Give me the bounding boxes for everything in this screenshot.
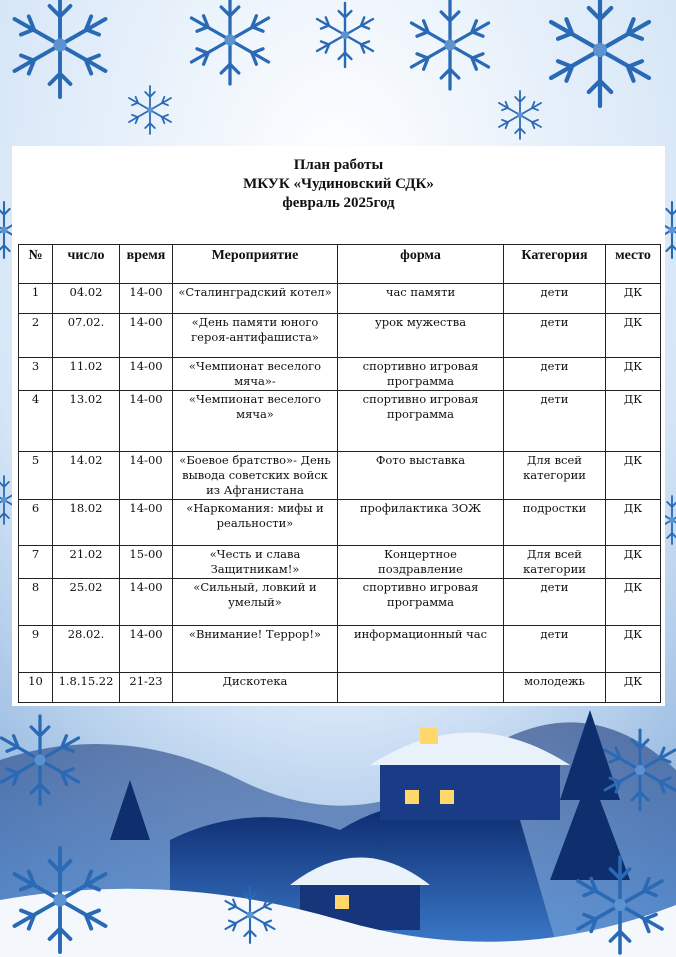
cell-form: спортивно игровая программа [338,358,504,391]
cell-form: Концертное поздравление [338,546,504,579]
cell-form [338,673,504,703]
cell-category: дети [504,284,606,314]
title-line-3: февраль 2025год [282,195,395,211]
cell-place: ДК [606,358,661,391]
cell-category: молодежь [504,673,606,703]
table-row [19,673,661,703]
cell-form: час памяти [338,284,504,314]
cell-date: 13.02 [53,391,120,452]
cell-category: Для всей категории [504,546,606,579]
table-row [19,284,661,314]
table-row [19,500,661,546]
cell-number: 1 [19,284,53,314]
table-row [19,358,661,391]
cell-number: 6 [19,500,53,546]
cell-time: 14-00 [120,452,173,500]
cell-date: 25.02 [53,579,120,626]
cell-place: ДК [606,284,661,314]
cell-time: 14-00 [120,284,173,314]
cell-form: спортивно игровая программа [338,391,504,452]
cell-time: 14-00 [120,626,173,673]
cell-place: ДК [606,673,661,703]
cell-category: дети [504,314,606,358]
cell-time: 14-00 [120,314,173,358]
cell-date: 21.02 [53,546,120,579]
cell-date: 14.02 [53,452,120,500]
cell-event: «Честь и слава Защитникам!» [173,546,338,579]
cell-date: 1.8.15.22 [53,673,120,703]
cell-form: урок мужества [338,314,504,358]
cell-category: Для всей категории [504,452,606,500]
cell-place: ДК [606,391,661,452]
cell-form: профилактика ЗОЖ [338,500,504,546]
table-row [19,314,661,358]
cell-place: ДК [606,314,661,358]
cell-place: ДК [606,626,661,673]
cell-time: 14-00 [120,391,173,452]
schedule-table [18,244,661,703]
column-header-form: форма [338,245,504,284]
cell-event: «Чемпионат веселого мяча»- [173,358,338,391]
cell-date: 11.02 [53,358,120,391]
cell-category: дети [504,358,606,391]
cell-category: дети [504,626,606,673]
page-title [12,156,665,213]
cell-number: 3 [19,358,53,391]
cell-time: 14-00 [120,579,173,626]
cell-form: информационный час [338,626,504,673]
title-line-2: МКУК «Чудиновский СДК» [243,176,434,192]
cell-category: дети [504,391,606,452]
cell-number: 9 [19,626,53,673]
column-header-number: № [19,245,53,284]
cell-event: «Сталинградский котел» [173,284,338,314]
cell-number: 2 [19,314,53,358]
column-header-place: место [606,245,661,284]
cell-place: ДК [606,500,661,546]
cell-number: 4 [19,391,53,452]
table-row [19,452,661,500]
table-row [19,579,661,626]
cell-event: «Чемпионат веселого мяча» [173,391,338,452]
cell-date: 07.02. [53,314,120,358]
table-header-row [19,245,661,284]
cell-date: 18.02 [53,500,120,546]
cell-number: 8 [19,579,53,626]
cell-form: Фото выставка [338,452,504,500]
cell-event: Дискотека [173,673,338,703]
cell-category: дети [504,579,606,626]
cell-event: «Наркомания: мифы и реальности» [173,500,338,546]
cell-place: ДК [606,579,661,626]
cell-number: 5 [19,452,53,500]
cell-time: 21-23 [120,673,173,703]
cell-place: ДК [606,546,661,579]
cell-event: «День памяти юного героя-антифашиста» [173,314,338,358]
table-row [19,391,661,452]
table-row [19,546,661,579]
plan-sheet [12,146,665,706]
cell-event: «Сильный, ловкий и умелый» [173,579,338,626]
cell-category: подростки [504,500,606,546]
cell-time: 15-00 [120,546,173,579]
cell-place: ДК [606,452,661,500]
column-header-category: Категория [504,245,606,284]
cell-date: 04.02 [53,284,120,314]
cell-date: 28.02. [53,626,120,673]
column-header-event: Мероприятие [173,245,338,284]
title-line-1: План работы [293,157,384,173]
table-row [19,626,661,673]
cell-time: 14-00 [120,358,173,391]
cell-number: 7 [19,546,53,579]
column-header-time: время [120,245,173,284]
cell-number: 10 [19,673,53,703]
cell-event: «Внимание! Террор!» [173,626,338,673]
cell-time: 14-00 [120,500,173,546]
cell-form: спортивно игровая программа [338,579,504,626]
column-header-date: число [53,245,120,284]
cell-event: «Боевое братство»- День вывода советских войск из Афганистана [173,452,338,500]
